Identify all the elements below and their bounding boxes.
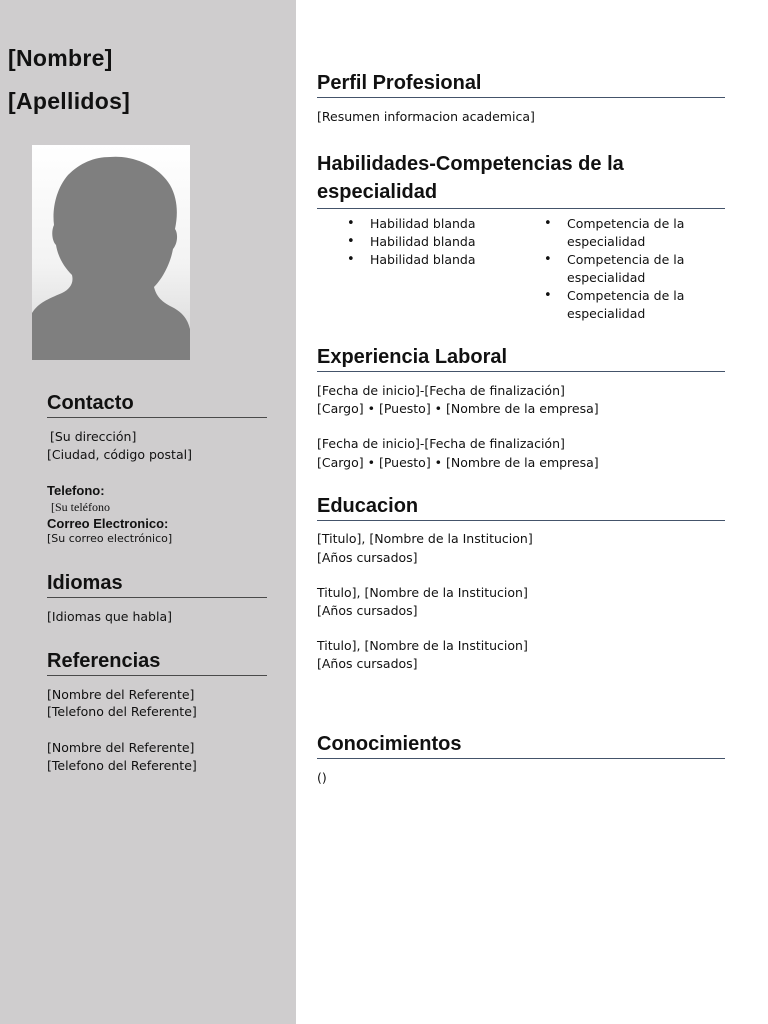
education-2-years: [Años cursados] [317,603,418,618]
phone-label: Telefono: [47,483,105,498]
knowledge-title: Conocimientos [317,733,725,759]
soft-skill-item: • Habilidad blanda [347,251,517,269]
languages-title: Idiomas [47,572,267,598]
competencies-list [544,215,724,323]
education-1-degree: [Titulo], [Nombre de la Institucion] [317,531,533,546]
competency-item [544,251,724,287]
soft-skill-item: • Habilidad blanda [347,233,517,251]
competency-line1: Competencia de la [567,216,685,231]
skills-title [317,150,725,209]
education-3-degree: Titulo], [Nombre de la Institucion] [317,638,528,653]
email-value: [Su correo electrónico] [47,532,173,545]
education-title: Educacion [317,495,725,521]
experience-2-dates: [Fecha de inicio]-[Fecha de finalización] [317,436,565,451]
soft-skills-list [347,215,517,269]
skills-title-line1: Habilidades-Competencias de la [317,153,624,175]
experience-1-role: [Cargo] • [Puesto] • [Nombre de la empresa] [317,401,599,416]
education-1-years: [Años cursados] [317,550,418,565]
competency-line2: especialidad [567,270,646,285]
person-silhouette-icon [32,145,190,360]
last-name: [Apellidos] [8,88,131,114]
knowledge-value: () [317,770,327,785]
education-2-degree: Titulo], [Nombre de la Institucion] [317,585,528,600]
contact-title: Contacto [47,392,267,418]
contact-city-postal: [Ciudad, código postal] [47,447,192,462]
profile-photo [32,145,190,360]
reference-1-phone: [Telefono del Referente] [47,704,197,719]
experience-1-dates: [Fecha de inicio]-[Fecha de finalización] [317,383,565,398]
references-title: Referencias [47,650,267,676]
profile-title: Perfil Profesional [317,72,725,98]
languages-value: [Idiomas que habla] [47,609,172,624]
education-3-years: [Años cursados] [317,656,418,671]
competency-item [544,287,724,323]
experience-2-role: [Cargo] • [Puesto] • [Nombre de la empresa] [317,455,599,470]
profile-summary: [Resumen informacion academica] [317,109,535,124]
sidebar [0,0,296,1024]
phone-value: [Su teléfono [51,500,110,514]
reference-1-name: [Nombre del Referente] [47,687,195,702]
skills-title-line2: especialidad [317,181,438,203]
competency-line1: Competencia de la [567,252,685,267]
reference-2-name: [Nombre del Referente] [47,740,195,755]
competency-item [544,215,724,251]
competency-line2: especialidad [567,234,646,249]
contact-address: [Su dirección] [50,429,137,444]
email-label: Correo Electronico: [47,516,169,531]
reference-2-phone: [Telefono del Referente] [47,758,197,773]
main-content [296,0,768,1024]
soft-skill-item: • Habilidad blanda [347,215,517,233]
experience-title: Experiencia Laboral [317,346,725,372]
first-name: [Nombre] [8,45,113,71]
competency-line1: Competencia de la [567,288,685,303]
competency-line2: especialidad [567,306,646,321]
